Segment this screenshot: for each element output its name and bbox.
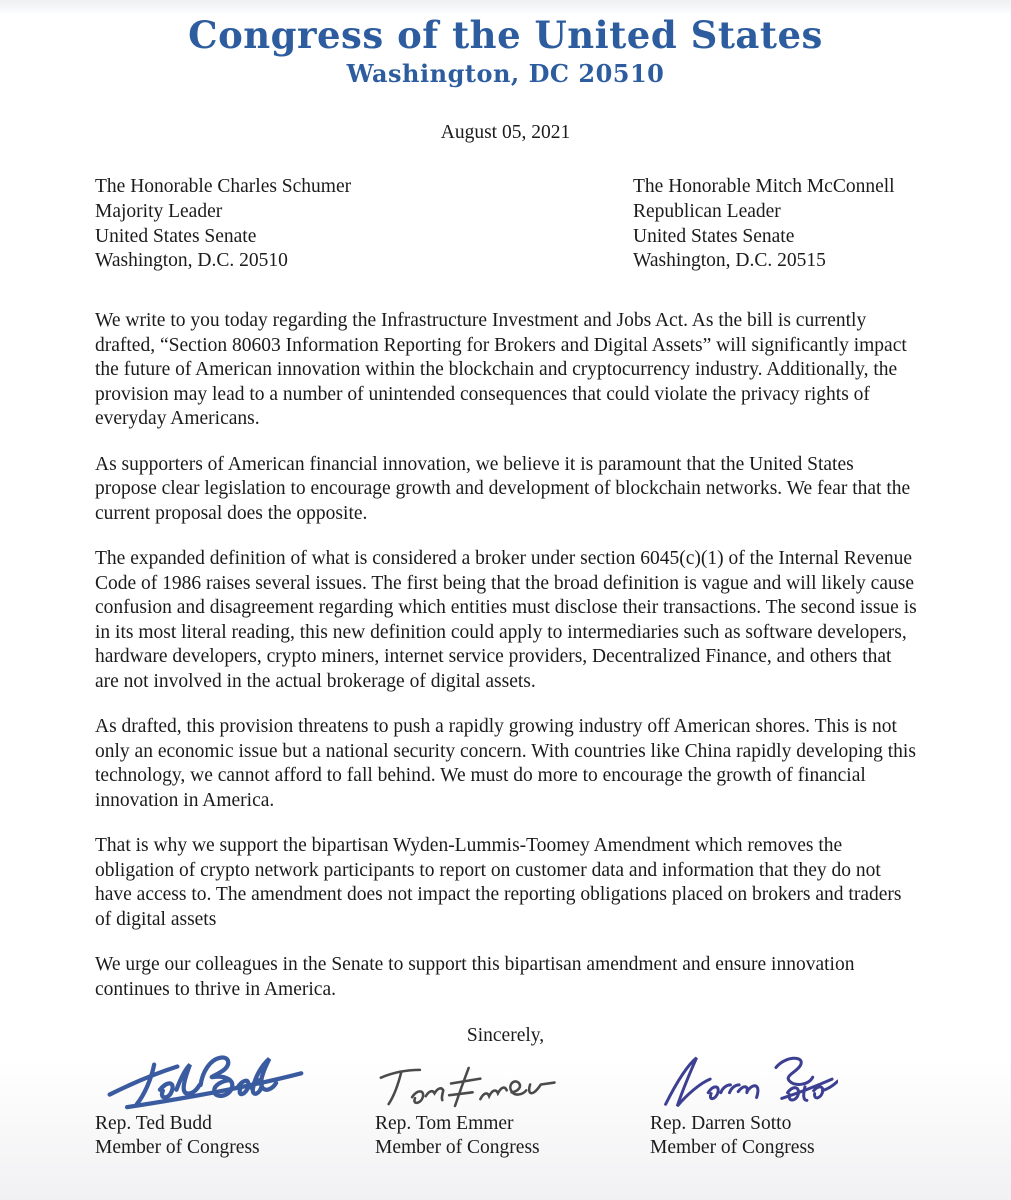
signatory-name: Rep. Ted Budd bbox=[95, 1113, 212, 1135]
letterhead-title: Congress of the United States bbox=[188, 13, 823, 57]
recipient-line: United States Senate bbox=[95, 225, 257, 247]
signatory-title: Member of Congress bbox=[650, 1137, 815, 1159]
letterhead bbox=[0, 0, 1011, 90]
recipient-schumer bbox=[95, 175, 633, 274]
closing-salutation: Sincerely, bbox=[466, 1025, 545, 1047]
signatory-name: Rep. Darren Sotto bbox=[650, 1113, 792, 1135]
recipient-line: Washington, D.C. 20510 bbox=[95, 250, 288, 272]
signatory-ted-budd bbox=[95, 1052, 375, 1160]
recipient-line: The Honorable Mitch McConnell bbox=[633, 176, 895, 197]
signatory-name: Rep. Tom Emmer bbox=[375, 1113, 514, 1135]
signatory-title: Member of Congress bbox=[95, 1137, 260, 1159]
letter-paragraph: We write to you today regarding the Infrastructure Investment and Jobs Act. As the bill is currently drafted, “Section 80603 Information Reporting for Brokers and Digital Assets” will significantly impact the future of American innovation within the blockchain and cryptocurrency industry. Additionally, the provision may lead to a number of unintended consequences that could violate the privacy rights of everyday Americans. bbox=[95, 310, 907, 430]
letter-date: August 05, 2021 bbox=[440, 122, 571, 143]
signature-block bbox=[95, 1052, 941, 1160]
letter-paragraph: As supporters of American financial innovation, we believe it is paramount that the United States propose clear legislation to encourage growth and development of blockchain networks. We fear that the current proposal does the opposite. bbox=[95, 453, 911, 524]
recipient-line: Republican Leader bbox=[633, 200, 781, 222]
letter-paragraph: The expanded definition of what is considered a broker under section 6045(c)(1) of the Internal Revenue Code of 1986 raises several issues. The first being that the broad definition is vague and will likely cause confusion and disagreement regarding which entities must disclose their transactions. The second issue is in its most literal reading, this new definition could apply to intermediaries such as software developers, hardware developers, crypto miners, internet service providers, Decentralized Finance, and others that are not involved in the actual brokerage of digital assets. bbox=[95, 548, 917, 692]
darren-soto-signature-icon bbox=[650, 1052, 940, 1112]
recipient-line: The Honorable Charles Schumer bbox=[95, 176, 352, 197]
letter-paragraph: That is why we support the bipartisan Wyden-Lummis-Toomey Amendment which removes the obligation of crypto network participants to report on customer data and information that they do not have access to. The amendment does not impact the reporting obligations placed on brokers and traders of digital assets bbox=[95, 835, 902, 930]
signatory-darren-soto bbox=[650, 1052, 940, 1160]
letterhead-subtitle: Washington, DC 20510 bbox=[346, 59, 665, 88]
letter-paragraph: As drafted, this provision threatens to push a rapidly growing industry off American shores. This is not only an economic issue but a national security concern. With countries like China rapidly developing this technology, we cannot afford to fall behind. We must do more to encourage the growth of financial innovation in America. bbox=[95, 716, 916, 811]
recipient-line: Majority Leader bbox=[95, 200, 223, 222]
recipient-mcconnell bbox=[633, 175, 916, 274]
letter-paragraph: We urge our colleagues in the Senate to support this bipartisan amendment and ensure innovation continues to thrive in America. bbox=[95, 954, 855, 1000]
tom-emmer-signature-icon bbox=[375, 1052, 650, 1112]
letter-body bbox=[95, 309, 918, 1002]
recipient-line: Washington, D.C. 20515 bbox=[633, 250, 826, 272]
ted-budd-signature-icon bbox=[95, 1052, 375, 1112]
signatory-tom-emmer bbox=[375, 1052, 650, 1160]
recipient-blocks bbox=[95, 175, 916, 274]
signatory-title: Member of Congress bbox=[375, 1137, 540, 1159]
recipient-line: United States Senate bbox=[633, 225, 795, 247]
